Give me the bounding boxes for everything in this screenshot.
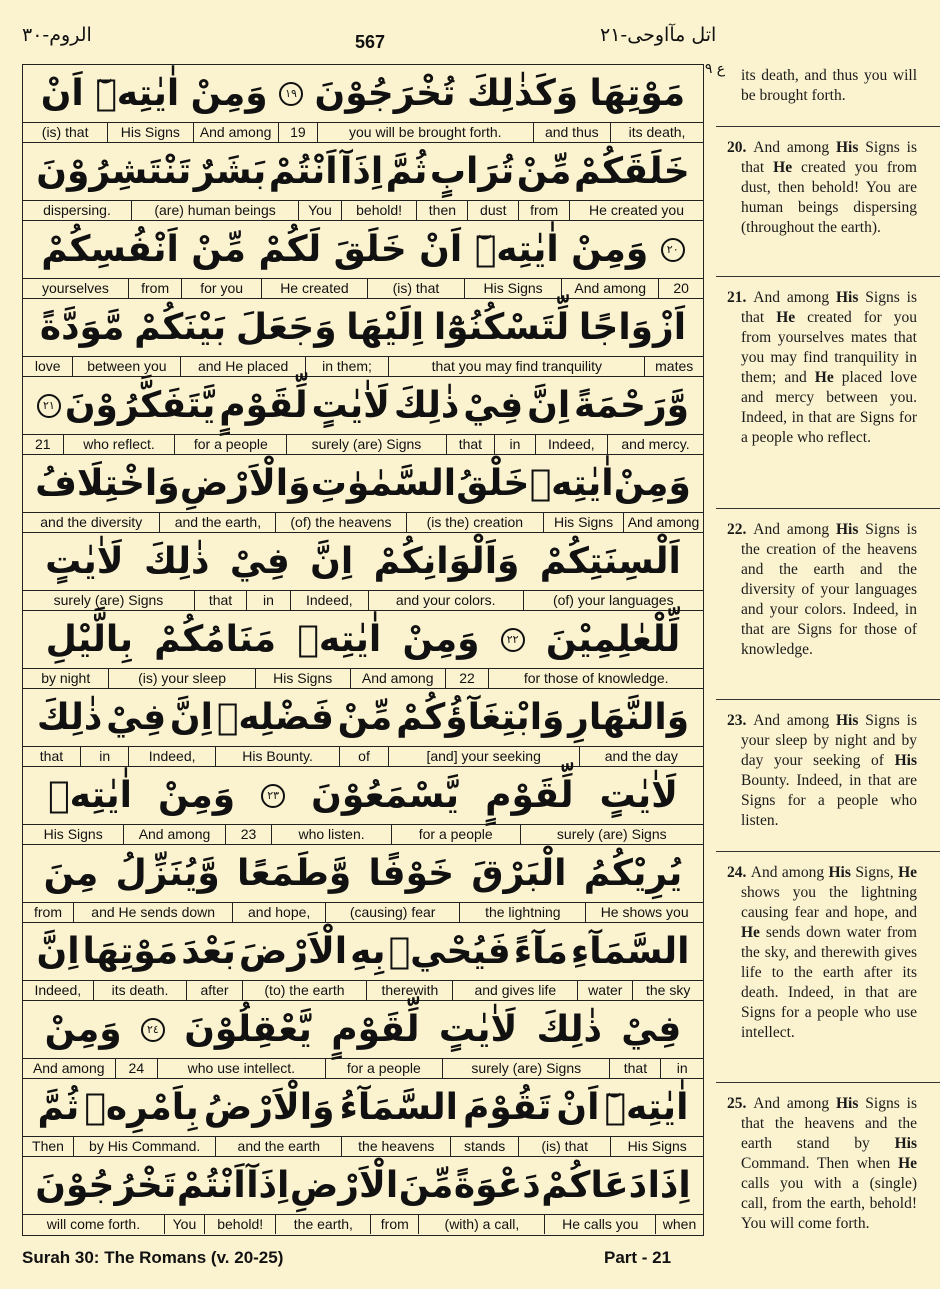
arabic-word: مَآءً <box>513 930 568 972</box>
arabic-word: مَوْتِهَا <box>589 72 686 114</box>
gloss-cell: after <box>186 981 241 1000</box>
arabic-word: اِنَّ <box>169 696 213 738</box>
gloss-line <box>23 590 703 610</box>
gloss-cell: (causing) fear <box>325 903 459 922</box>
gloss-cell: that <box>446 435 495 454</box>
arabic-word: اٰيٰتِهٖٓ <box>604 1086 689 1128</box>
arabic-word: اِذَآ <box>246 1164 290 1206</box>
translation-divider <box>716 276 940 277</box>
arabic-word: ثُمَّ <box>37 1086 80 1128</box>
verse-row <box>23 221 703 299</box>
gloss-line <box>23 1214 703 1234</box>
translation-text: And among His Signs is your sleep by night and by day your seeking of His Bounty. Indeed, in that are Signs for a people who listen. <box>741 712 917 829</box>
arabic-word: يَّعْقِلُوْنَ <box>184 1008 312 1050</box>
arabic-word: اِذَا <box>647 1164 691 1206</box>
arabic-word: مِّنْ <box>191 228 246 270</box>
gloss-cell: from <box>518 201 569 220</box>
translation-text: its death, and thus you will be brought forth. <box>741 67 917 104</box>
gloss-cell: You <box>164 1215 204 1234</box>
translation-divider <box>716 1082 940 1083</box>
arabic-word: اِذَآ <box>340 150 384 192</box>
arabic-word: اِنَّ <box>310 540 354 582</box>
translation-text: And among His Signs is that the heavens and the earth stand by His Command. Then when He calls you with a (single) call, from the earth, behold! You will come forth. <box>741 1095 917 1232</box>
gloss-cell: (is) that <box>367 279 464 298</box>
arabic-word: خَلَقَكُمْ <box>573 150 690 192</box>
gloss-cell: surely (are) Signs <box>286 435 445 454</box>
arabic-word: اَنْ <box>419 228 463 270</box>
translation-paragraph <box>741 66 917 106</box>
arabic-word: تَنْتَشِرُوْنَ <box>36 150 192 192</box>
gloss-cell: you will be brought forth. <box>317 123 532 142</box>
arabic-word: بَشَرٌ <box>193 150 267 192</box>
gloss-cell: then <box>416 201 467 220</box>
arabic-word: ذٰلِكَ <box>143 540 210 582</box>
gloss-cell: its death. <box>93 981 187 1000</box>
gloss-cell: in <box>494 435 535 454</box>
gloss-cell: and your colors. <box>368 591 523 610</box>
gloss-line <box>23 668 703 688</box>
arabic-word: خَلَقَ <box>333 228 407 270</box>
gloss-cell: stands <box>450 1137 518 1156</box>
verse-row <box>23 1079 703 1157</box>
gloss-cell: His Signs <box>610 1137 703 1156</box>
gloss-cell: who use intellect. <box>157 1059 324 1078</box>
gloss-line <box>23 824 703 844</box>
arabic-word: بِالَّيْلِ <box>45 618 133 660</box>
verse-number: 22. <box>727 521 754 538</box>
gloss-cell: when <box>655 1215 703 1234</box>
gloss-cell: and the diversity <box>40 514 143 530</box>
part-label: Part - 21 <box>604 1248 672 1267</box>
arabic-word: يَّتَفَكَّرُوْنَ <box>64 384 216 426</box>
arabic-word: الْاَرْضِ <box>289 1164 399 1206</box>
verse-row <box>23 377 703 455</box>
gloss-cell: Then <box>32 1138 64 1154</box>
gloss-cell: who reflect. <box>63 435 175 454</box>
gloss-cell: for a people <box>391 825 520 844</box>
gloss-cell: (is) that <box>41 124 89 140</box>
arabic-word: وَّرَحْمَةً <box>574 384 690 426</box>
verse-row <box>23 611 703 689</box>
arabic-word: لَكُمْ <box>258 228 322 270</box>
gloss-line <box>23 1058 703 1078</box>
gloss-cell: of <box>339 747 387 766</box>
arabic-word: مِّنْ <box>337 696 393 738</box>
arabic-word: مَوْتِهَا <box>82 930 179 972</box>
gloss-cell: His Bounty. <box>215 747 339 766</box>
gloss-cell: who listen. <box>271 825 391 844</box>
verse-number-cell: 24 <box>115 1059 158 1078</box>
verse-number: 23. <box>727 712 754 729</box>
gloss-cell: and thus <box>533 123 611 142</box>
arabic-word: وَّطَمَعًا <box>237 852 352 894</box>
arabic-word: السَّمٰوٰتِ <box>310 462 457 504</box>
arabic-word: بِهِ <box>350 930 386 972</box>
arabic-word: وَّيُنَزِّلُ <box>115 852 220 894</box>
arabic-word: لِّقَوْمٍ <box>331 1008 420 1050</box>
verse-number-cell: 23 <box>225 825 272 844</box>
arabic-line <box>23 299 703 356</box>
surah-reference: الروم-٣٠ <box>22 24 92 46</box>
verse-number-cell: 21 <box>34 436 51 452</box>
gloss-cell: the lightning <box>459 903 585 922</box>
arabic-word: اَنْ <box>40 72 84 114</box>
gloss-cell: for a people <box>174 435 286 454</box>
arabic-line <box>23 611 703 668</box>
verse-row <box>23 1001 703 1079</box>
gloss-cell: behold! <box>204 1215 275 1234</box>
gloss-cell: His Signs <box>543 513 623 532</box>
gloss-cell: and He placed <box>180 357 304 376</box>
arabic-word: وَاَلْوَانِكُمْ <box>373 540 520 582</box>
gloss-cell: will come forth. <box>46 1216 141 1232</box>
verse-number: 24. <box>727 864 751 881</box>
gloss-cell: (of) the heavens <box>275 513 405 532</box>
arabic-word: لَاٰيٰتٍ <box>599 774 678 816</box>
arabic-word: وَمِنْ <box>190 72 268 114</box>
verse-number-marker: ٢٢ <box>501 628 525 652</box>
gloss-cell: and He sends down <box>73 903 232 922</box>
word-by-word-grid <box>22 64 704 1236</box>
verse-row <box>23 689 703 767</box>
verse-row <box>23 767 703 845</box>
arabic-word: اٰيٰتِهٖٓ <box>474 228 559 270</box>
arabic-word: اٰيٰتِهٖ <box>529 462 614 504</box>
gloss-cell: dispersing. <box>43 202 111 218</box>
translation-text: And among His Signs is that He created for you from yourselves mates that you may find tranquility in them; and He placed love and mercy between you. Indeed, in that are Signs for a people who reflect. <box>741 289 917 446</box>
arabic-word: وَمِنْ <box>44 1008 122 1050</box>
gloss-cell: (to) the earth <box>242 981 367 1000</box>
arabic-word: دَعَاكُمْ <box>541 1164 648 1206</box>
arabic-word: الْاَرْضَ <box>238 930 348 972</box>
gloss-cell: and gives life <box>452 981 577 1000</box>
verse-row <box>23 455 703 533</box>
verse-number: 21. <box>727 289 754 306</box>
gloss-cell: and the day <box>579 747 703 766</box>
translation-paragraph <box>727 138 917 238</box>
translation-paragraph <box>727 863 917 1043</box>
gloss-cell: that <box>39 748 64 764</box>
arabic-word: وَاخْتِلَافُ <box>35 462 180 504</box>
arabic-word: فِيْ <box>229 540 290 582</box>
gloss-cell: water <box>577 981 632 1000</box>
gloss-cell: behold! <box>341 201 417 220</box>
verse-number: 25. <box>727 1095 754 1112</box>
gloss-cell: for a people <box>325 1059 443 1078</box>
arabic-line <box>23 533 703 590</box>
verse-number-cell: 20 <box>658 279 703 298</box>
translation-divider <box>716 851 940 852</box>
arabic-word: فِيْ <box>463 384 524 426</box>
arabic-word: لَاٰيٰتٍ <box>45 540 124 582</box>
arabic-line <box>23 923 703 980</box>
arabic-line <box>23 377 703 434</box>
gloss-cell: the sky <box>632 981 703 1000</box>
arabic-word: اَنْفُسِكُمْ <box>41 228 179 270</box>
gloss-cell: He created you <box>569 201 703 220</box>
gloss-cell: in <box>80 747 128 766</box>
arabic-word: السَّمَآءُ <box>339 1086 458 1128</box>
gloss-line <box>23 746 703 766</box>
gloss-cell: mates <box>644 357 703 376</box>
gloss-cell: between you <box>72 357 180 376</box>
gloss-cell: And among <box>123 825 224 844</box>
arabic-word: لِّلْعٰلِمِيْنَ <box>545 618 681 660</box>
arabic-word: مَّوَدَّةً <box>39 306 125 348</box>
arabic-line <box>23 1079 703 1136</box>
translation-paragraph <box>727 520 917 660</box>
arabic-word: فِيْ <box>106 696 167 738</box>
arabic-line <box>23 143 703 200</box>
arabic-word: اَنْ <box>556 1086 600 1128</box>
arabic-word: اٰيٰتِهٖٓ <box>95 72 180 114</box>
gloss-cell: and hope, <box>232 903 325 922</box>
gloss-cell: in <box>246 591 290 610</box>
verse-number-marker: ٢١ <box>37 394 61 418</box>
arabic-word: اِلَيْهَا <box>346 306 425 348</box>
arabic-word: وَمِنْ <box>613 462 691 504</box>
surah-title: Surah 30: The Romans (v. 20-25) <box>22 1248 284 1267</box>
verse-row <box>23 845 703 923</box>
translation-divider <box>716 508 940 509</box>
gloss-cell: the heavens <box>341 1137 450 1156</box>
page-footer <box>22 1242 704 1272</box>
verse-row <box>23 533 703 611</box>
verse-number-marker: ٢٣ <box>261 784 285 808</box>
arabic-word: وَمِنْ <box>402 618 480 660</box>
arabic-word: الْبَرْقَ <box>471 852 567 894</box>
gloss-cell: And among <box>193 123 278 142</box>
gloss-cell: that <box>609 1059 660 1078</box>
gloss-line <box>23 980 703 1000</box>
arabic-word: اِنَّ <box>36 930 80 972</box>
gloss-cell: You <box>298 201 341 220</box>
arabic-word: اِنَّ <box>527 384 571 426</box>
arabic-word: وَمِنْ <box>158 774 236 816</box>
gloss-line <box>23 278 703 298</box>
gloss-cell: His Signs <box>464 279 561 298</box>
gloss-cell: by His Command. <box>73 1137 215 1156</box>
gloss-cell: (is the) creation <box>406 513 543 532</box>
verse-number-cell: 22 <box>445 669 489 688</box>
gloss-cell: in <box>660 1059 703 1078</box>
arabic-word: اَلْسِنَتِكُمْ <box>539 540 681 582</box>
translation-text: And among His Signs is the creation of the heavens and the earth and the diversity of your languages and your colors. Indeed, in that are Signs for those of knowledge. <box>741 521 917 658</box>
translation-paragraph <box>727 1094 917 1234</box>
arabic-word: اٰيٰتِهٖ <box>297 618 382 660</box>
verse-number-marker: ٢٤ <box>141 1018 165 1042</box>
arabic-word: دَعْوَةً <box>453 1164 541 1206</box>
gloss-cell: therewith <box>366 981 452 1000</box>
arabic-word: تَخْرُجُوْنَ <box>35 1164 177 1206</box>
gloss-line <box>23 1136 703 1156</box>
arabic-word: تُخْرَجُوْنَ <box>314 72 456 114</box>
gloss-cell: that <box>194 591 246 610</box>
gloss-cell: surely (are) Signs <box>520 825 703 844</box>
gloss-line <box>23 902 703 922</box>
arabic-word: لِّقَوْمٍ <box>219 384 308 426</box>
arabic-word: لَاٰيٰتٍ <box>438 1008 518 1050</box>
arabic-line <box>23 689 703 746</box>
arabic-word: وَابْتِغَآؤُكُمْ <box>396 696 565 738</box>
gloss-cell: And among <box>32 1060 105 1076</box>
verse-row <box>23 143 703 221</box>
translation-text: And among His Signs is that He created you from dust, then behold! You are human beings dispersing (throughout the earth). <box>741 139 917 236</box>
translation-paragraph <box>727 288 917 448</box>
gloss-cell: surely (are) Signs <box>53 592 164 608</box>
gloss-cell: love <box>34 358 61 374</box>
gloss-cell: His Signs <box>107 123 192 142</box>
arabic-word: فِيْ <box>621 1008 682 1050</box>
gloss-cell: He calls you <box>544 1215 655 1234</box>
arabic-word: مِّنْ <box>516 150 572 192</box>
gloss-cell: and the earth <box>215 1137 341 1156</box>
arabic-word: مِنَ <box>43 852 99 894</box>
arabic-line <box>23 1001 703 1058</box>
arabic-word: لِّقَوْمٍ <box>485 774 574 816</box>
arabic-line <box>23 767 703 824</box>
translation-text: And among His Signs, He shows you the lightning causing fear and hope, and He sends down water from the sky, and therewith gives life to the earth after its death. Indeed, in that are Signs for a people who use intellect. <box>741 864 917 1041</box>
gloss-cell: surely (are) Signs <box>442 1059 609 1078</box>
gloss-cell: that you may find tranquility <box>388 357 644 376</box>
arabic-word: وَالنَّهَارِ <box>568 696 690 738</box>
part-reference: اتل مآاوحی-٢١ <box>600 24 717 46</box>
arabic-word: خَوْفًا <box>368 852 455 894</box>
arabic-word: ذٰلِكَ <box>393 384 460 426</box>
verse-number: 20. <box>727 139 754 156</box>
gloss-cell: (is) that <box>518 1137 611 1156</box>
gloss-cell: and the earth, <box>159 513 275 532</box>
gloss-line <box>23 200 703 220</box>
arabic-word: بَيْنَكُمْ <box>134 306 227 348</box>
gloss-cell: (of) your languages <box>523 591 703 610</box>
gloss-cell: the earth, <box>275 1215 370 1234</box>
gloss-line <box>23 434 703 454</box>
arabic-word: اٰيٰتِهٖ <box>48 774 133 816</box>
gloss-cell: His Signs <box>43 826 103 842</box>
arabic-line <box>23 221 703 278</box>
arabic-word: تُرَابٍ <box>429 150 515 192</box>
gloss-line <box>23 122 703 142</box>
arabic-word: اَنْتُمْ <box>268 150 338 192</box>
gloss-cell: And among <box>623 513 703 532</box>
arabic-word: مَنَامُكُمْ <box>154 618 277 660</box>
verse-number-marker: ١٩ <box>279 82 303 106</box>
translation-paragraph <box>727 711 917 831</box>
arabic-word: بِاَمْرِهٖ <box>84 1086 199 1128</box>
arabic-word: اَزْوَاجًا <box>578 306 687 348</box>
gloss-cell: dust <box>467 201 518 220</box>
arabic-word: فَيُحْيٖ <box>388 930 511 972</box>
arabic-word: تَقُوْمَ <box>462 1086 552 1128</box>
gloss-line <box>23 512 703 532</box>
gloss-cell: [and] your seeking <box>388 747 579 766</box>
gloss-cell: for you <box>181 279 261 298</box>
gloss-cell: from <box>370 1215 418 1234</box>
gloss-cell: (with) a call, <box>418 1215 544 1234</box>
arabic-word: مِّنَ <box>398 1164 454 1206</box>
arabic-word: ذٰلِكَ <box>36 696 103 738</box>
arabic-word: وَالْاَرْضُ <box>203 1086 335 1128</box>
gloss-cell: from <box>128 279 181 298</box>
arabic-word: لَاٰيٰتٍ <box>311 384 390 426</box>
gloss-cell: And among <box>350 669 445 688</box>
translation-divider <box>716 699 940 700</box>
arabic-word: فَضْلِهٖ <box>216 696 334 738</box>
gloss-cell: Indeed, <box>290 591 368 610</box>
arabic-word: وَكَذٰلِكَ <box>466 72 579 114</box>
verse-row <box>23 923 703 1001</box>
gloss-cell: (is) your sleep <box>108 669 254 688</box>
gloss-cell: He shows you <box>585 903 703 922</box>
page-number: 567 <box>354 32 386 52</box>
gloss-cell: He created <box>261 279 367 298</box>
gloss-cell: for those of knowledge. <box>488 669 703 688</box>
verse-row <box>23 299 703 377</box>
arabic-word: ذٰلِكَ <box>536 1008 603 1050</box>
verse-number-cell: 19 <box>278 123 317 142</box>
gloss-cell: yourselves <box>41 280 109 296</box>
gloss-cell: by night <box>41 670 91 686</box>
arabic-line <box>23 455 703 512</box>
gloss-cell: (are) human beings <box>131 201 298 220</box>
verse-number-marker: ٢٠ <box>661 238 685 262</box>
arabic-line <box>23 1157 703 1214</box>
ruku-mark: ع ٩ <box>704 61 726 77</box>
gloss-cell: its death, <box>610 123 703 142</box>
arabic-word: وَجَعَلَ <box>235 306 337 348</box>
translation-divider <box>716 126 940 127</box>
gloss-cell: His Signs <box>255 669 350 688</box>
gloss-cell: Indeed, <box>535 435 607 454</box>
verse-row <box>23 1157 703 1235</box>
arabic-word: وَالْاَرْضِ <box>179 462 311 504</box>
arabic-word: اَنْتُمْ <box>176 1164 246 1206</box>
gloss-cell: Indeed, <box>128 747 214 766</box>
arabic-word: يَّسْمَعُوْنَ <box>311 774 460 816</box>
arabic-word: السَّمَآءِ <box>570 930 690 972</box>
arabic-word: ثُمَّ <box>385 150 428 192</box>
gloss-cell: Indeed, <box>34 982 82 998</box>
gloss-cell: and mercy. <box>607 435 703 454</box>
arabic-word: بَعْدَ <box>181 930 236 972</box>
verse-row <box>23 65 703 143</box>
arabic-line <box>23 845 703 902</box>
gloss-line <box>23 356 703 376</box>
gloss-cell: in them; <box>305 357 388 376</box>
gloss-cell: from <box>34 904 62 920</box>
gloss-cell: And among <box>561 279 658 298</box>
arabic-word: يُرِيْكُمُ <box>583 852 683 894</box>
arabic-word: خَلْقُ <box>456 462 530 504</box>
arabic-line <box>23 65 703 122</box>
arabic-word: لِّتَسْكُنُوْٓا <box>433 306 570 348</box>
arabic-word: وَمِنْ <box>571 228 649 270</box>
